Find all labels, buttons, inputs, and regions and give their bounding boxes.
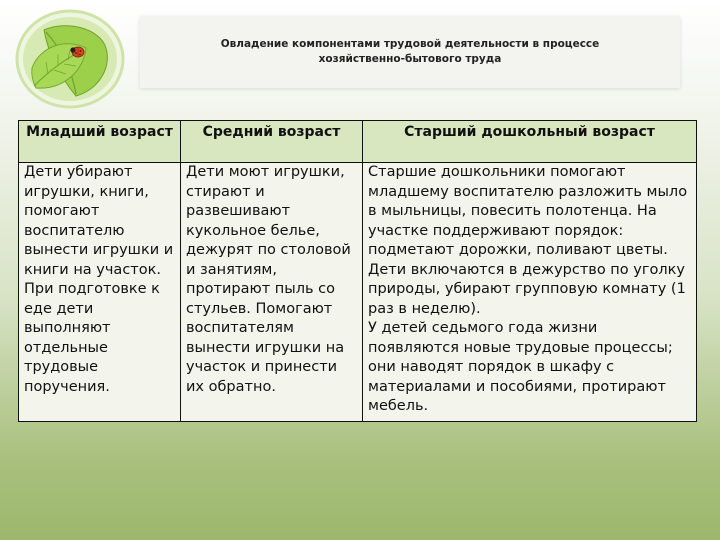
cell-junior-age: Дети убирают игрушки, книги, помогают воспитателю вынести игрушки и книги на участок. При подготовке к еде дети выполняют отдельные трудовые поручения. <box>19 163 181 422</box>
leaf-ladybug-icon <box>14 8 126 110</box>
header-senior-age: Старший дошкольный возраст <box>363 121 697 163</box>
table-row <box>19 163 697 422</box>
header-middle-age: Средний возраст <box>181 121 363 163</box>
table-header-row <box>19 121 697 163</box>
title-box <box>140 16 680 88</box>
cell-middle-age: Дети моют игрушки, стирают и развешивают кукольное белье, дежурят по столовой и занятиям, протирают пыль со стульев. Помогают воспитателям вынести игрушки на участок и принести их обратно. <box>181 163 363 422</box>
leaf-ladybug-logo <box>14 8 126 110</box>
page-title: Овладение компонентами трудовой деятельности в процессе хозяйственно-бытового труда <box>220 38 600 65</box>
header-junior-age: Младший возраст <box>19 121 181 163</box>
age-groups-table <box>18 120 697 422</box>
cell-senior-age: Старшие дошкольники помогают младшему воспитателю разложить мыло в мыльницы, повесить полотенца. На участке поддерживают порядок: подметают дорожки, поливают цветы. Дети включаются в дежурство по уголку природы, убирают групповую комнату (1 раз в неделю). У детей седьмого года жизни появляются новые трудовые процессы; они наводят порядок в шкафу с материалами и пособиями, протирают мебель. <box>363 163 697 422</box>
